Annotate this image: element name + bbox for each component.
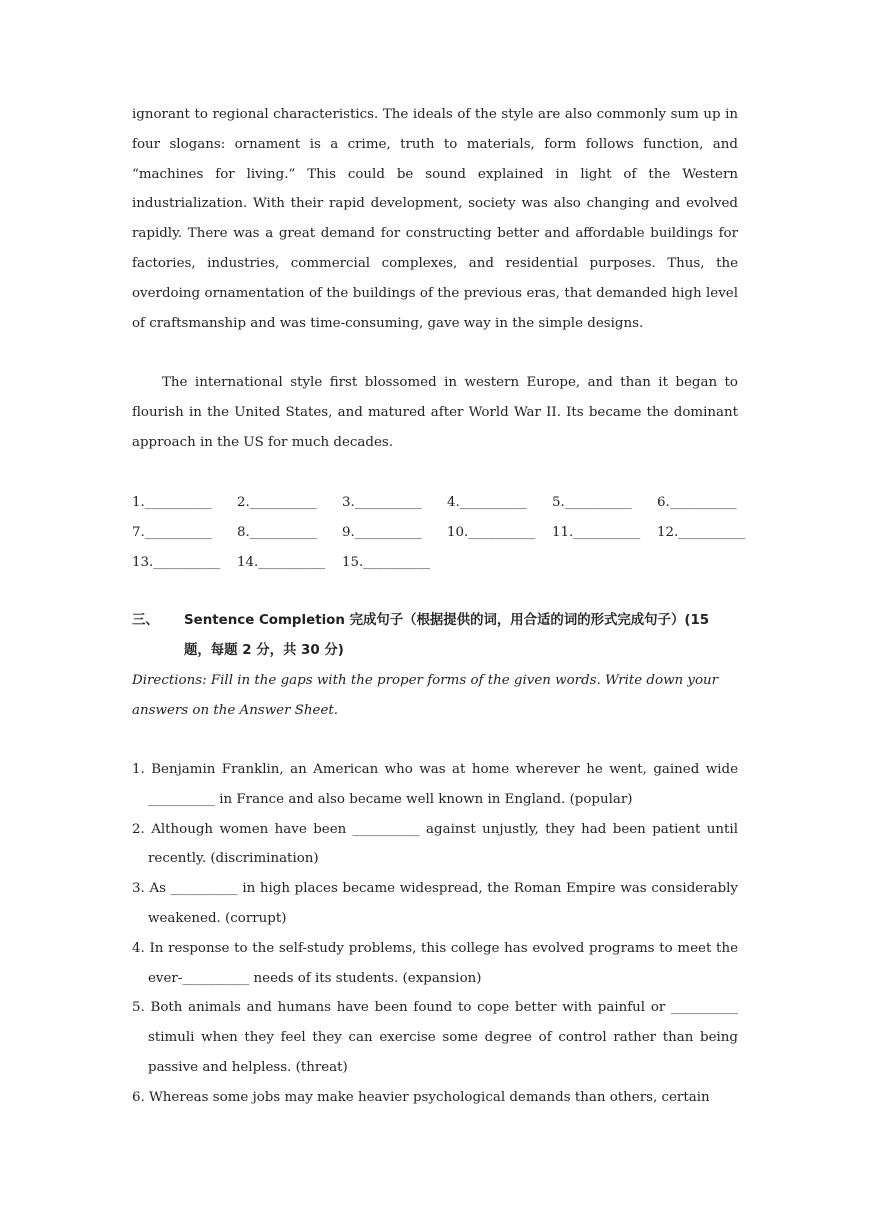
section-3-title: Sentence Completion 完成句子（根据提供的词，用合适的词的形式完成句子）(15 题，每题 2 分，共 30 分)	[184, 613, 710, 658]
question-list	[132, 755, 738, 1113]
answer-blanks-row-3	[132, 548, 738, 578]
answer-blank-5[interactable]: 5.__________	[552, 495, 632, 510]
question-2: 2. Although women have been __________ against unjustly, they had been patient until recently. (discrimination)	[132, 821, 738, 867]
question-1: 1. Benjamin Franklin, an American who was at home wherever he went, gained wide __________ in France and also became well known in England. (popular)	[132, 762, 738, 807]
answer-blank-3[interactable]: 3.__________	[342, 495, 422, 510]
answer-blanks-row-1	[132, 488, 738, 518]
section-3-directions: Directions: Fill in the gaps with the proper forms of the given words. Write down your answers on the Answer Sheet.	[132, 673, 719, 718]
answer-blank-15[interactable]: 15.__________	[342, 554, 431, 570]
question-6: 6. Whereas some jobs may make heavier psychological demands than others, certain	[132, 1089, 710, 1105]
answer-blank-14[interactable]: 14.__________	[237, 554, 326, 570]
answer-blank-2[interactable]: 2.__________	[237, 495, 317, 510]
section-3-number: 三、	[132, 613, 159, 628]
answer-blank-9[interactable]: 9.__________	[342, 524, 422, 540]
answer-blank-8[interactable]: 8.__________	[237, 524, 317, 540]
answer-blank-10[interactable]: 10.__________	[447, 524, 536, 540]
answer-blank-12[interactable]: 12.__________	[657, 524, 746, 540]
answer-blank-4[interactable]: 4.__________	[447, 495, 527, 510]
question-5: 5. Both animals and humans have been found to cope better with painful or __________ stimuli when they feel they can exercise some degree of control rather than being passive and helpless. (threat)	[132, 1000, 738, 1075]
question-3: 3. As __________ in high places became widespread, the Roman Empire was considerably weakened. (corrupt)	[132, 881, 738, 926]
question-4: 4. In response to the self-study problems, this college has evolved programs to meet the ever-__________ needs of its students. (expansion)	[132, 940, 738, 986]
passage-paragraph-2: The international style first blossomed in western Europe, and than it began to flourish in the United States, and matured after World War II. Its became the dominant approach in the US for much decades.	[132, 375, 738, 450]
answer-blanks	[132, 488, 746, 577]
answer-blank-6[interactable]: 6.__________	[657, 495, 737, 510]
answer-blanks-row-2	[132, 518, 746, 548]
answer-blank-13[interactable]: 13.__________	[132, 554, 221, 570]
passage-paragraph-1: ignorant to regional characteristics. The ideals of the style are also commonly sum up in four slogans: ornament is a crime, truth to materials, form follows function, and “machines for living.” This could be sound explained in light of the Western industrialization. With their rapid development, society was also changing and evolved rapidly. There was a great demand for constructing better and affordable buildings for factories, industries, commercial complexes, and residential purposes. Thus, the overdoing ornamentation of the buildings of the previous eras, that demanded high level of craftsmanship and was time-consuming, gave way in the simple designs.	[132, 107, 738, 331]
answer-blank-7[interactable]: 7.__________	[132, 524, 212, 540]
section-3-heading	[132, 606, 738, 666]
answer-blank-1[interactable]: 1.__________	[132, 495, 212, 510]
answer-blank-11[interactable]: 11.__________	[552, 524, 641, 540]
